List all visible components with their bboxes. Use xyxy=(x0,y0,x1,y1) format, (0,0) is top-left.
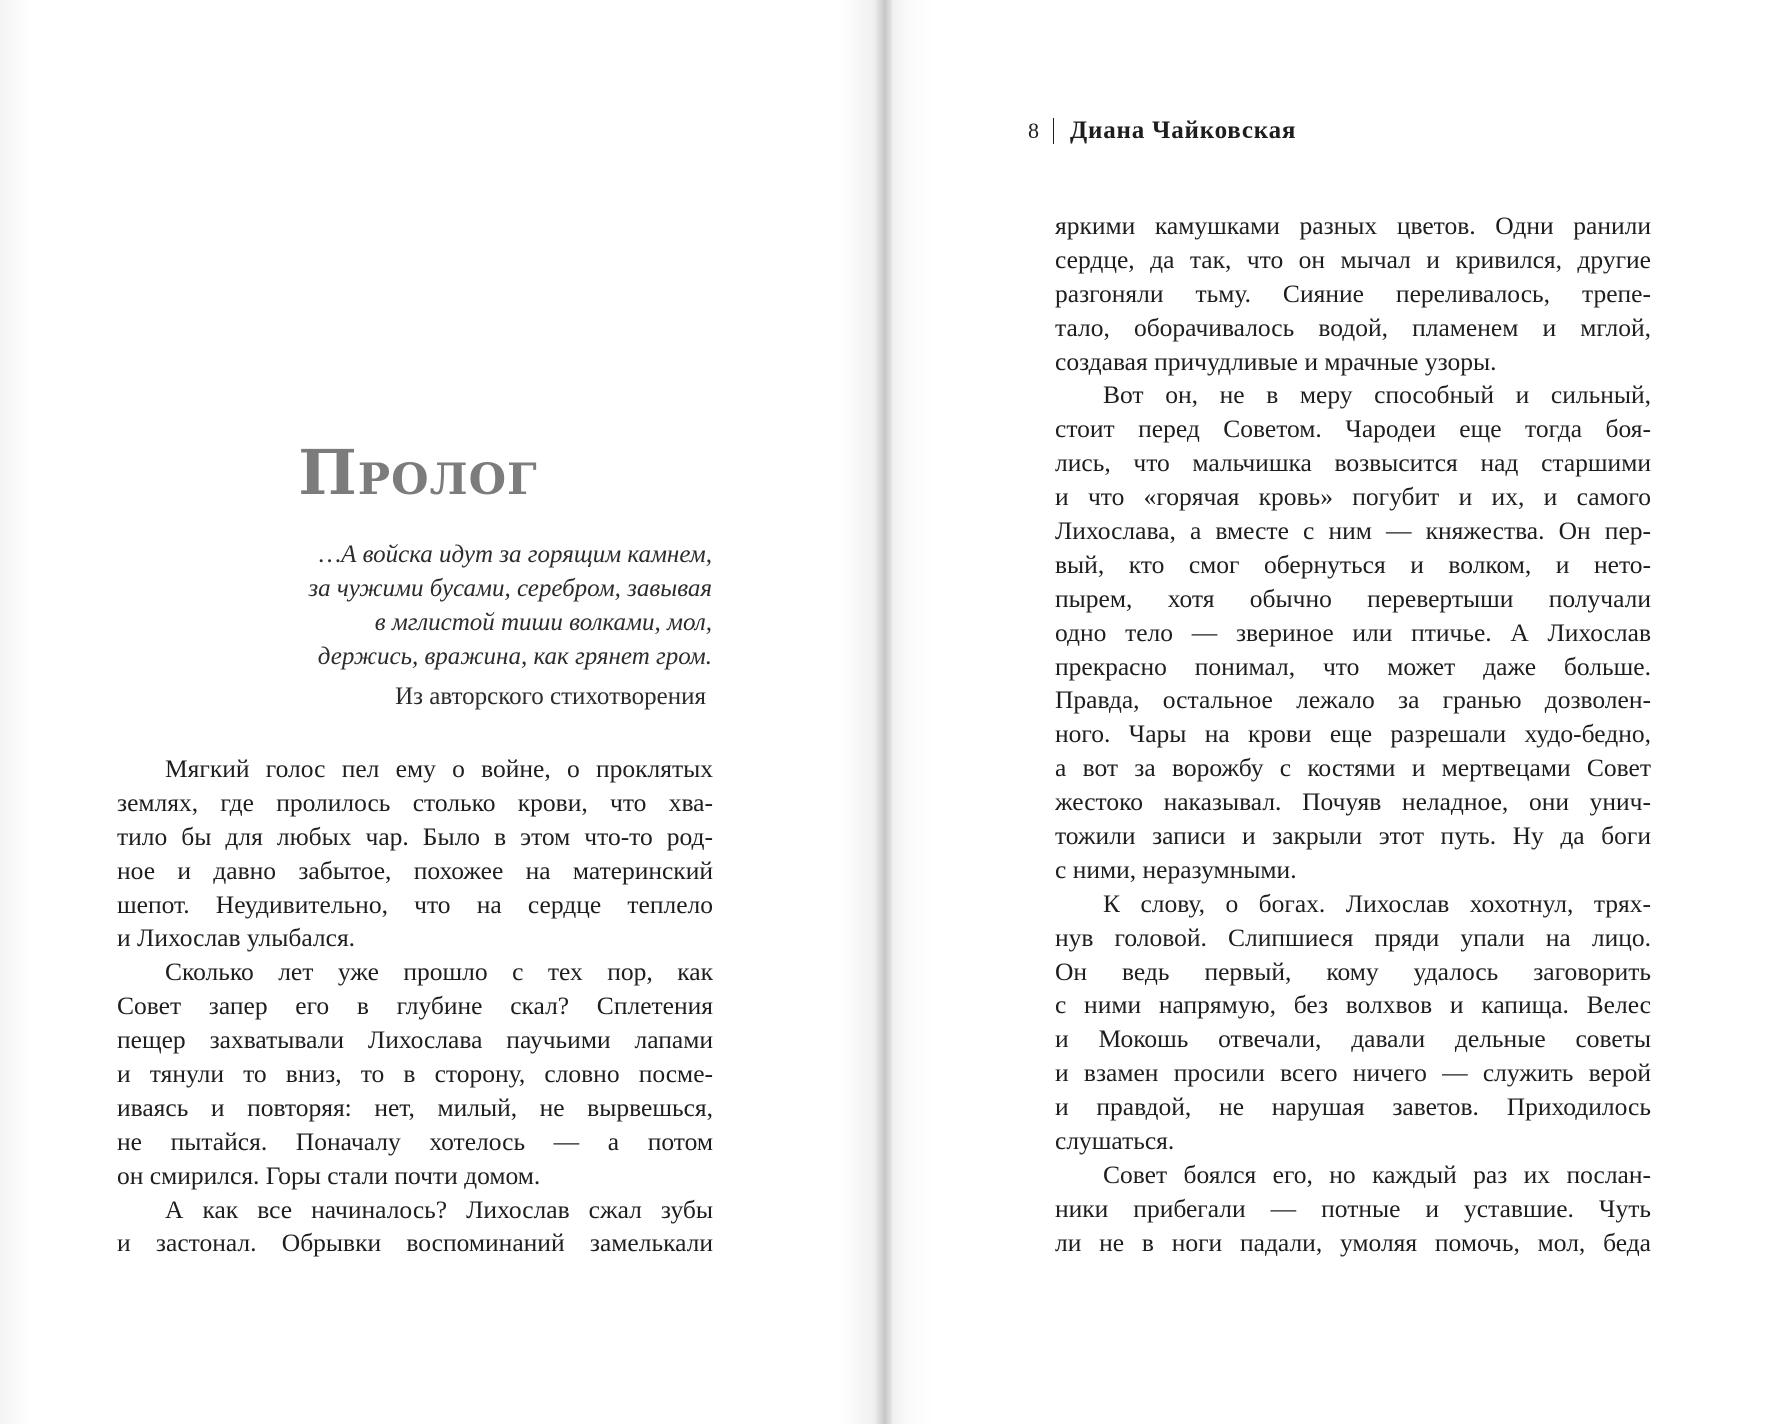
epigraph-line: за чужими бусами, серебром, завывая xyxy=(308,575,712,602)
text-line: лись, что мальчишка возвысится над старшими xyxy=(1055,448,1651,478)
text-line: вый, кто смог обернуться и волком, и нето- xyxy=(1055,549,1651,579)
epigraph-line: держись, вражина, как грянет гром. xyxy=(317,643,712,670)
text-line: Сколько лет уже прошло с тех пор, как xyxy=(165,957,713,987)
text-line: Совет боялся его, но каждый раз их послан- xyxy=(1103,1159,1651,1189)
text-line: жестоко наказывал. Почуяв неладное, они унич- xyxy=(1055,787,1651,817)
text-line: и застонал. Обрывки воспоминаний замелькали xyxy=(117,1228,713,1258)
text-line: и тянули то вниз, то в сторону, словно посме- xyxy=(117,1059,713,1089)
left-body-text xyxy=(117,752,713,1260)
right-body-text xyxy=(1055,209,1651,1260)
text-line: яркими камушками разных цветов. Одни ранили xyxy=(1055,211,1651,240)
text-line: одно тело — звериное или птичье. А Лихослав xyxy=(1055,617,1651,647)
text-line: и что «горячая кровь» погубит и их, и самого xyxy=(1055,482,1651,512)
text-line: Вот он, не в меру способный и сильный, xyxy=(1103,380,1651,410)
text-line: Совет запер его в глубине скал? Сплетения xyxy=(117,991,713,1021)
epigraph-source: Из авторского стихотворения xyxy=(395,683,706,710)
text-line: нув головой. Слипшиеся пряди упали на лицо. xyxy=(1055,922,1651,952)
page-number: 8 xyxy=(1028,118,1039,143)
text-line: а вот за ворожбу с костями и мертвецами Совет xyxy=(1055,753,1651,783)
text-line: не пытайся. Поначалу хотелось — а потом xyxy=(117,1126,713,1156)
epigraph xyxy=(192,538,712,674)
text-line: землях, где пролилось столько крови, что хва- xyxy=(117,787,713,817)
text-line: шепот. Неудивительно, что на сердце теплело xyxy=(117,889,713,919)
text-line: ли не в ноги падали, умоляя помочь, мол, беда xyxy=(1055,1227,1651,1257)
text-line: пещер захватывали Лихослава паучьими лапами xyxy=(117,1025,713,1055)
text-line: создавая причудливые и мрачные узоры. xyxy=(1055,346,1497,376)
text-line: Правда, остальное лежало за гранью дозволен- xyxy=(1055,685,1651,715)
text-line: слушаться. xyxy=(1055,1126,1175,1156)
epigraph-line: в мглистой тиши волками, мол, xyxy=(374,609,712,636)
header-divider xyxy=(1053,118,1054,144)
text-line: разгоняли тьму. Сияние переливалось, трепе- xyxy=(1055,278,1651,308)
running-head-author: Диана Чайковская xyxy=(1070,117,1297,144)
text-line: и взамен просили всего ничего — служить верой xyxy=(1055,1058,1651,1088)
chapter-title: Пролог xyxy=(298,436,538,509)
text-line: сердце, да так, что он мычал и кривился, другие xyxy=(1055,244,1651,274)
text-line: Лихослава, а вместе с ним — княжества. Он пер- xyxy=(1055,516,1651,546)
text-line: стоит перед Советом. Чародеи еще тогда боя- xyxy=(1055,414,1651,444)
text-line: он смирился. Горы стали почти домом. xyxy=(117,1160,541,1190)
text-line: тило бы для любых чар. Было в этом что-то род- xyxy=(117,821,713,851)
text-line: пырем, хотя обычно перевертыши получали xyxy=(1055,583,1651,613)
text-line: ники прибегали — потные и уставшие. Чуть xyxy=(1055,1193,1651,1223)
text-line: прекрасно понимал, что может даже больше. xyxy=(1055,651,1651,681)
book-gutter xyxy=(876,0,892,1424)
text-line: с ними, неразумными. xyxy=(1055,854,1297,884)
text-line: тожили записи и закрыли этот путь. Ну да боги xyxy=(1055,821,1651,851)
text-line: А как все начиналось? Лихослав сжал зубы xyxy=(165,1194,713,1224)
text-line: Мягкий голос пел ему о войне, о проклятых xyxy=(165,754,713,783)
text-line: ного. Чары на крови еще разрешали худо-бедно, xyxy=(1055,719,1651,749)
text-line: иваясь и повторяя: нет, милый, не вырвешься, xyxy=(117,1092,713,1122)
text-line: Он ведь первый, кому удалось заговорить xyxy=(1055,956,1651,986)
text-line: и Мокошь отвечали, давали дельные советы xyxy=(1055,1024,1651,1054)
text-line: и правдой, не нарушая заветов. Приходилось xyxy=(1055,1092,1651,1122)
text-line: К слову, о богах. Лихослав хохотнул, трях- xyxy=(1103,888,1651,918)
text-line: тало, оборачивалось водой, пламенем и мглой, xyxy=(1055,312,1651,342)
text-line: и Лихослав улыбался. xyxy=(117,923,356,953)
epigraph-line: …А войска идут за горящим камнем, xyxy=(318,541,712,568)
running-head xyxy=(1028,117,1296,145)
text-line: с ними напрямую, без волхвов и капища. Велес xyxy=(1055,990,1651,1020)
text-line: ное и давно забытое, похожее на материнский xyxy=(117,855,713,885)
